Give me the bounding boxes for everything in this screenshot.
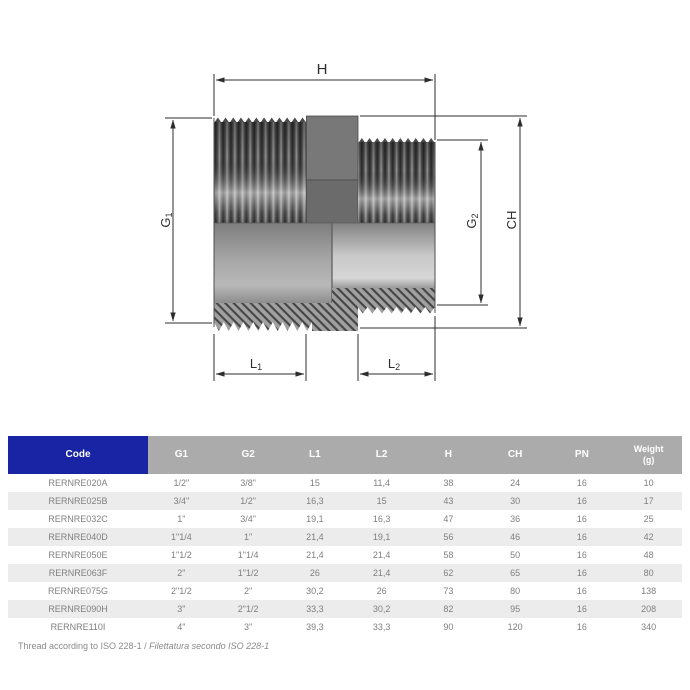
dim-label-g1: G1 xyxy=(158,212,174,228)
cell-weight: 17 xyxy=(643,496,654,506)
cell-weight: 42 xyxy=(643,532,654,542)
cell-ch: 120 xyxy=(507,622,523,632)
col-header-l1: L1 xyxy=(282,436,349,474)
small-bore xyxy=(332,223,435,288)
cell-code: RERNRE020A xyxy=(48,478,108,488)
cell-pn: 16 xyxy=(576,604,587,614)
cell-code: RERNRE110I xyxy=(50,622,106,632)
spec-table xyxy=(8,436,682,636)
cell-l2: 33,3 xyxy=(372,622,391,632)
cell-weight: 340 xyxy=(641,622,657,632)
cell-l2: 21,4 xyxy=(372,550,391,560)
cell-g1: 1"1/4 xyxy=(171,532,192,542)
cell-l1: 15 xyxy=(309,478,320,488)
note-separator: / xyxy=(141,641,150,651)
cell-pn: 16 xyxy=(576,496,587,506)
cell-weight: 208 xyxy=(641,604,657,614)
cell-h: 56 xyxy=(443,532,454,542)
col-header-l2: L2 xyxy=(348,436,415,474)
dim-label-l1: L1 xyxy=(249,356,263,372)
cell-g1: 1" xyxy=(177,514,186,524)
cell-ch: 24 xyxy=(510,478,521,488)
cell-l2: 15 xyxy=(376,496,387,506)
dimension-l1 xyxy=(214,334,306,381)
cell-l1: 16,3 xyxy=(306,496,324,506)
cell-weight: 138 xyxy=(641,586,657,596)
cell-h: 62 xyxy=(443,568,454,578)
right-thread-root-teeth xyxy=(358,307,435,314)
col-header-weight xyxy=(615,436,682,474)
cell-g2: 2" xyxy=(244,586,253,596)
cell-g1: 4" xyxy=(177,622,186,632)
cell-code: RERNRE025B xyxy=(48,496,108,506)
cell-l1: 19,1 xyxy=(306,514,324,524)
cell-l2: 30,2 xyxy=(372,604,391,614)
weight-unit: (g) xyxy=(642,455,655,465)
cell-h: 90 xyxy=(443,622,454,632)
left-section-wall xyxy=(214,303,332,322)
cell-h: 58 xyxy=(443,550,454,560)
table-row xyxy=(8,510,682,528)
cell-h: 82 xyxy=(443,604,454,614)
right-thread-sheen xyxy=(358,142,435,223)
table-row xyxy=(8,618,682,636)
cell-pn: 16 xyxy=(576,514,587,524)
cell-l1: 21,4 xyxy=(306,550,324,560)
fitting-body xyxy=(214,116,435,331)
right-section-wall xyxy=(358,288,435,307)
cell-l2: 19,1 xyxy=(372,532,391,542)
cell-g2: 3/8" xyxy=(240,478,256,488)
cell-g2: 2"1/2 xyxy=(237,604,259,614)
dim-label-g2: G2 xyxy=(464,213,480,229)
cell-code: RERNRE063F xyxy=(48,568,108,578)
cell-h: 38 xyxy=(443,478,454,488)
col-header-pn: PN xyxy=(549,436,616,474)
col-header-g2: G2 xyxy=(215,436,282,474)
left-thread-sheen xyxy=(214,122,306,223)
col-header-g1: G1 xyxy=(148,436,215,474)
cell-l1: 21,4 xyxy=(306,532,324,542)
cell-code: RERNRE090H xyxy=(48,604,108,614)
cell-ch: 50 xyxy=(510,550,521,560)
cell-h: 43 xyxy=(443,496,454,506)
cell-pn: 16 xyxy=(576,622,587,632)
note-english: Thread according to ISO 228-1 xyxy=(18,641,142,651)
cell-pn: 16 xyxy=(576,550,587,560)
cell-pn: 16 xyxy=(576,532,587,542)
note-italian: Filettatura secondo ISO 228-1 xyxy=(149,641,270,651)
cell-g2: 1" xyxy=(244,532,253,542)
dim-label-ch: CH xyxy=(504,210,519,230)
col-header-ch: CH xyxy=(482,436,549,474)
thread-standard-note xyxy=(18,641,269,651)
cell-g1: 1"1/2 xyxy=(171,550,192,560)
cell-l1: 30,2 xyxy=(306,586,324,596)
header-row xyxy=(8,436,682,474)
cell-weight: 25 xyxy=(643,514,654,524)
cell-h: 47 xyxy=(443,514,454,524)
cell-ch: 46 xyxy=(510,532,521,542)
table-row xyxy=(8,528,682,546)
cell-ch: 95 xyxy=(510,604,521,614)
cell-weight: 80 xyxy=(643,568,654,578)
cell-g2: 3" xyxy=(244,622,253,632)
cell-pn: 16 xyxy=(576,586,587,596)
cell-l2: 16,3 xyxy=(372,514,391,524)
cell-g1: 2" xyxy=(177,568,186,578)
cell-l2: 26 xyxy=(376,586,387,596)
cell-l2: 11,4 xyxy=(373,478,391,488)
cell-ch: 36 xyxy=(510,514,521,524)
cell-g2: 1"1/2 xyxy=(237,568,259,578)
cell-g1: 3/4" xyxy=(173,496,190,506)
cell-g1: 1/2" xyxy=(173,478,190,488)
cell-ch: 30 xyxy=(510,496,521,506)
cell-g2: 1/2" xyxy=(240,496,256,506)
cell-g2: 3/4" xyxy=(240,514,256,524)
cell-l1: 26 xyxy=(309,568,320,578)
table-row xyxy=(8,474,682,492)
cell-pn: 16 xyxy=(576,568,587,578)
table-row xyxy=(8,600,682,618)
dimension-g2 xyxy=(437,140,488,305)
hex-upper-facet xyxy=(306,116,358,180)
cell-ch: 80 xyxy=(510,586,521,596)
table-row xyxy=(8,564,682,582)
cell-code: RERNRE050E xyxy=(48,550,108,560)
cell-weight: 10 xyxy=(643,478,654,488)
cell-l1: 39,3 xyxy=(306,622,324,632)
cell-l2: 21,4 xyxy=(372,568,391,578)
cell-l1: 33,3 xyxy=(306,604,324,614)
left-thread-root-teeth xyxy=(214,322,312,331)
table-row xyxy=(8,546,682,564)
col-header-code: Code xyxy=(8,436,148,474)
cell-g1: 2"1/2 xyxy=(171,586,192,596)
cell-h: 73 xyxy=(443,586,454,596)
large-bore xyxy=(214,223,332,303)
cell-code: RERNRE075G xyxy=(47,586,109,596)
cell-pn: 16 xyxy=(576,478,587,488)
table-row xyxy=(8,582,682,600)
dim-label-l2: L2 xyxy=(387,356,401,372)
table-row xyxy=(8,492,682,510)
cell-ch: 65 xyxy=(510,568,521,578)
dim-label-h: H xyxy=(316,61,328,78)
weight-label: Weight xyxy=(633,443,664,454)
cell-weight: 48 xyxy=(643,550,654,560)
hex-lower-facet xyxy=(306,180,358,223)
cell-g1: 3" xyxy=(177,604,186,614)
col-header-h: H xyxy=(415,436,482,474)
cell-code: RERNRE040D xyxy=(48,532,108,542)
cell-g2: 1"1/4 xyxy=(237,550,259,560)
spec-table-header xyxy=(8,436,682,474)
cell-code: RERNRE032C xyxy=(48,514,108,524)
